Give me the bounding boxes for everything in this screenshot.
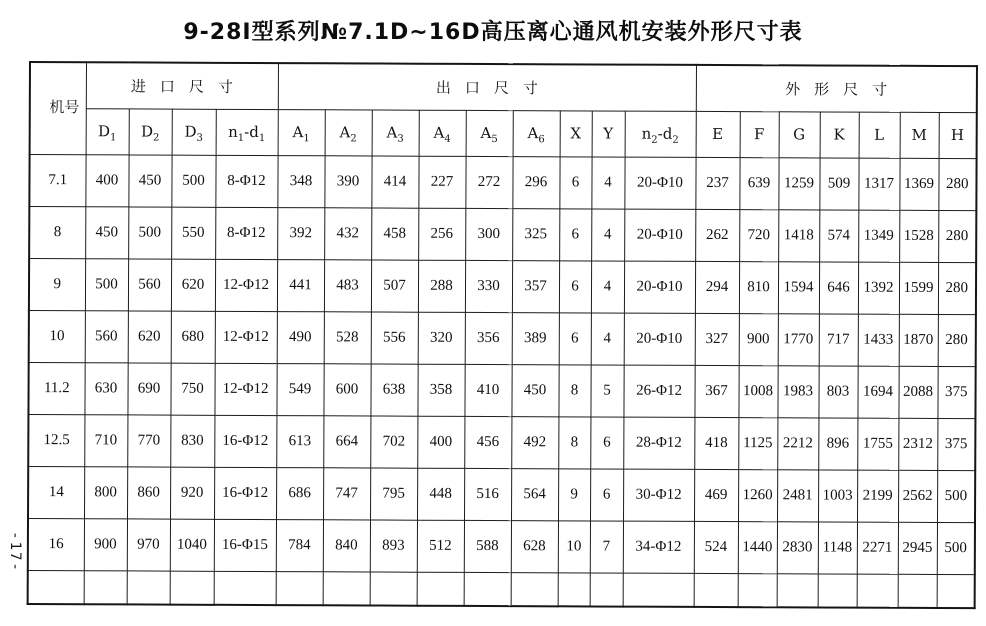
table-cell: 288 <box>418 260 465 312</box>
column-header-a4: $A_4$ <box>419 110 466 156</box>
empty-cell <box>818 573 857 607</box>
table-cell: 358 <box>417 364 464 416</box>
table-cell: 720 <box>739 209 778 261</box>
table-cell: 588 <box>464 520 511 572</box>
table-cell: 26-Φ12 <box>623 365 694 417</box>
model-header-label: 机号 <box>49 100 80 117</box>
table-cell: 490 <box>277 311 324 363</box>
table-cell: 1125 <box>738 417 777 469</box>
table-cell: 1349 <box>858 210 899 262</box>
table-cell: 900 <box>739 313 778 365</box>
table-cell: 375 <box>937 418 975 470</box>
table-cell: 500 <box>171 155 215 207</box>
model-number-cell: 9 <box>29 258 85 310</box>
table-cell: 750 <box>170 363 214 415</box>
table-cell: 8 <box>558 416 590 468</box>
table-cell: 390 <box>324 155 371 207</box>
table-cell: 646 <box>819 261 858 313</box>
table-cell: 8 <box>558 364 590 416</box>
empty-cell <box>28 570 84 604</box>
table-cell: 7 <box>590 520 623 572</box>
table-cell: 784 <box>276 519 323 571</box>
table-cell: 20-Φ10 <box>624 157 695 209</box>
table-cell: 272 <box>465 156 512 208</box>
table-cell: 1440 <box>738 521 777 573</box>
column-header-a3: $A_3$ <box>372 109 419 155</box>
table-cell: 6 <box>559 208 591 260</box>
column-header-d1: $D_1$ <box>86 108 129 154</box>
column-header-e: E <box>696 111 740 157</box>
table-cell: 4 <box>591 260 624 312</box>
table-cell: 1148 <box>818 521 857 573</box>
column-header-d2: $D_2$ <box>129 108 172 154</box>
column-header-y: Y <box>592 110 625 156</box>
table-cell: 560 <box>85 310 128 362</box>
table-cell: 770 <box>127 414 170 466</box>
empty-cell <box>777 573 818 607</box>
table-cell: 500 <box>128 206 171 258</box>
table-row-model-12.5 <box>28 414 975 470</box>
table-cell: 327 <box>695 313 739 365</box>
table-cell: 686 <box>276 467 323 519</box>
table-cell: 4 <box>591 312 624 364</box>
table-cell: 4 <box>591 208 624 260</box>
group-header-inlet-dimensions: 进口尺寸 <box>86 62 278 109</box>
table-cell: 1594 <box>778 261 819 313</box>
table-cell: 256 <box>418 208 465 260</box>
table-cell: 702 <box>370 415 417 467</box>
table-cell: 432 <box>324 207 371 259</box>
table-cell: 639 <box>739 157 778 209</box>
table-cell: 1983 <box>777 365 818 417</box>
table-cell: 1528 <box>899 210 938 262</box>
table-cell: 300 <box>465 208 512 260</box>
column-header-n1-d1: $n_1-d_1$ <box>216 109 278 155</box>
group-header-overall-dimensions: 外形尺寸 <box>696 65 977 112</box>
table-cell: 500 <box>937 470 975 522</box>
table-cell: 16-Φ12 <box>214 415 276 467</box>
table-cell: 414 <box>371 155 418 207</box>
table-cell: 16-Φ15 <box>214 519 276 571</box>
table-cell: 1260 <box>738 469 777 521</box>
table-cell: 664 <box>323 415 370 467</box>
table-cell: 456 <box>464 416 511 468</box>
table-cell: 1392 <box>858 262 899 314</box>
model-number-cell: 7.1 <box>29 154 85 206</box>
table-cell: 280 <box>938 314 976 366</box>
table-cell: 638 <box>370 363 417 415</box>
table-cell: 483 <box>324 259 371 311</box>
empty-cell <box>127 570 170 604</box>
table-cell: 507 <box>371 259 418 311</box>
empty-cell <box>170 571 214 605</box>
model-number-cell: 14 <box>28 466 84 518</box>
empty-cell <box>857 574 898 608</box>
table-cell: 620 <box>128 310 171 362</box>
table-cell: 448 <box>417 468 464 520</box>
column-header-a6: $A_6$ <box>513 110 560 156</box>
column-header-g: G <box>779 111 820 157</box>
table-cell: 8-Φ12 <box>215 155 277 207</box>
table-cell: 9 <box>558 468 590 520</box>
table-cell: 2830 <box>777 521 818 573</box>
table-cell: 803 <box>818 365 857 417</box>
table-cell: 500 <box>85 258 128 310</box>
table-cell: 564 <box>511 468 558 520</box>
table-row-model-8 <box>29 206 976 262</box>
column-header-k: K <box>820 111 859 157</box>
table-cell: 325 <box>512 208 559 260</box>
table-cell: 30-Φ12 <box>623 469 694 521</box>
empty-cell <box>370 571 417 605</box>
table-row-model-14 <box>28 466 975 522</box>
table-cell: 1040 <box>170 519 214 571</box>
table-cell: 2271 <box>857 522 898 574</box>
table-row-model-11.2 <box>28 362 975 418</box>
table-cell: 367 <box>694 365 738 417</box>
model-number-cell: 11.2 <box>28 362 84 414</box>
table-cell: 6 <box>559 312 591 364</box>
page-title: 9-28Ⅰ型系列№7.1D~16D高压离心通风机安装外形尺寸表 <box>183 20 803 45</box>
table-cell: 6 <box>559 260 591 312</box>
table-cell: 400 <box>417 416 464 468</box>
table-cell: 747 <box>323 467 370 519</box>
table-cell: 237 <box>695 157 739 209</box>
table-cell: 613 <box>276 415 323 467</box>
table-cell: 1003 <box>818 469 857 521</box>
empty-cell <box>558 572 590 606</box>
empty-cell <box>464 572 511 606</box>
table-cell: 294 <box>695 261 739 313</box>
table-cell: 1433 <box>858 314 899 366</box>
table-cell: 1008 <box>738 365 777 417</box>
table-cell: 800 <box>84 466 127 518</box>
table-cell: 860 <box>127 466 170 518</box>
table-cell: 441 <box>277 259 324 311</box>
table-cell: 2945 <box>898 522 937 574</box>
model-number-cell: 12.5 <box>28 414 84 466</box>
column-header-d3: $D_3$ <box>172 109 216 155</box>
table-cell: 2212 <box>777 417 818 469</box>
table-cell: 516 <box>464 468 511 520</box>
table-row-model-16 <box>28 518 975 574</box>
table-cell: 810 <box>739 261 778 313</box>
table-cell: 2088 <box>898 366 937 418</box>
table-cell: 320 <box>418 312 465 364</box>
table-cell: 2199 <box>857 470 898 522</box>
table-cell: 630 <box>84 362 127 414</box>
table-row-model-7.1 <box>29 154 976 210</box>
column-header-m: M <box>900 112 939 158</box>
table-cell: 6 <box>590 468 623 520</box>
table-cell: 500 <box>937 522 975 574</box>
table-cell: 840 <box>323 519 370 571</box>
table-cell: 6 <box>559 156 591 208</box>
table-cell: 330 <box>465 260 512 312</box>
column-header-n2-d2: $n_2-d_2$ <box>625 111 696 157</box>
table-cell: 600 <box>323 363 370 415</box>
column-header-l: L <box>859 112 900 158</box>
table-cell: 512 <box>417 520 464 572</box>
table-cell: 1369 <box>899 158 938 210</box>
table-cell: 450 <box>511 364 558 416</box>
empty-cell <box>511 572 558 606</box>
table-cell: 549 <box>276 363 323 415</box>
table-cell: 2312 <box>898 418 937 470</box>
table-cell: 1770 <box>778 313 819 365</box>
empty-cell <box>623 573 694 607</box>
table-cell: 920 <box>170 467 214 519</box>
group-header-row <box>30 62 977 112</box>
table-cell: 4 <box>591 156 624 208</box>
empty-cell <box>937 574 975 608</box>
table-cell: 1755 <box>857 418 898 470</box>
empty-cell <box>214 571 276 605</box>
empty-spacer-row <box>28 570 975 608</box>
table-cell: 628 <box>511 520 558 572</box>
column-header-a2: $A_2$ <box>325 109 372 155</box>
page-number: -17- <box>7 531 23 573</box>
table-cell: 34-Φ12 <box>623 521 694 573</box>
table-cell: 795 <box>370 467 417 519</box>
table-cell: 556 <box>371 311 418 363</box>
column-header-a5: $A_5$ <box>466 110 513 156</box>
empty-cell <box>323 571 370 605</box>
table-cell: 1694 <box>857 366 898 418</box>
table-cell: 2562 <box>898 470 937 522</box>
table-cell: 680 <box>171 311 215 363</box>
table-cell: 356 <box>465 312 512 364</box>
table-cell: 900 <box>84 518 127 570</box>
table-cell: 280 <box>938 158 976 210</box>
empty-cell <box>738 573 777 607</box>
table-cell: 8-Φ12 <box>215 207 277 259</box>
table-cell: 280 <box>938 210 976 262</box>
table-cell: 20-Φ10 <box>624 261 695 313</box>
table-cell: 710 <box>84 414 127 466</box>
table-cell: 690 <box>127 362 170 414</box>
table-cell: 6 <box>590 416 623 468</box>
model-number-cell: 10 <box>29 310 85 362</box>
table-cell: 348 <box>277 155 324 207</box>
symbol-header-row <box>30 108 977 158</box>
table-cell: 492 <box>511 416 558 468</box>
table-row-model-10 <box>29 310 976 366</box>
column-header-model <box>30 62 86 154</box>
table-cell: 524 <box>694 521 738 573</box>
group-header-outlet-dimensions: 出口尺寸 <box>278 63 696 111</box>
table-cell: 262 <box>695 209 739 261</box>
table-cell: 893 <box>370 519 417 571</box>
table-cell: 418 <box>694 417 738 469</box>
table-cell: 620 <box>171 259 215 311</box>
table-cell: 717 <box>819 313 858 365</box>
table-cell: 5 <box>590 364 623 416</box>
table-cell: 296 <box>512 156 559 208</box>
table-cell: 1317 <box>858 158 899 210</box>
column-header-h: H <box>939 112 977 158</box>
table-cell: 469 <box>694 469 738 521</box>
table-cell: 375 <box>937 366 975 418</box>
table-cell: 28-Φ12 <box>623 417 694 469</box>
column-header-f: F <box>740 111 779 157</box>
table-cell: 227 <box>418 156 465 208</box>
model-number-cell: 16 <box>28 518 84 570</box>
empty-cell <box>590 572 623 606</box>
table-cell: 830 <box>170 415 214 467</box>
table-cell: 20-Φ10 <box>624 209 695 261</box>
table-cell: 528 <box>324 311 371 363</box>
table-cell: 389 <box>512 312 559 364</box>
table-cell: 1418 <box>778 209 819 261</box>
table-cell: 12-Φ12 <box>214 363 276 415</box>
empty-cell <box>84 570 127 604</box>
empty-cell <box>898 574 937 608</box>
table-cell: 896 <box>818 417 857 469</box>
table-cell: 560 <box>128 258 171 310</box>
table-cell: 410 <box>464 364 511 416</box>
table-cell: 1599 <box>899 262 938 314</box>
table-cell: 2481 <box>777 469 818 521</box>
model-number-cell: 8 <box>29 206 85 258</box>
table-row-model-9 <box>29 258 976 314</box>
table-cell: 458 <box>371 207 418 259</box>
table-cell: 16-Φ12 <box>214 467 276 519</box>
table-cell: 509 <box>819 157 858 209</box>
column-header-a1: $A_1$ <box>278 109 325 155</box>
empty-cell <box>417 572 464 606</box>
table-cell: 550 <box>171 207 215 259</box>
table-cell: 20-Φ10 <box>624 313 695 365</box>
table-cell: 12-Φ12 <box>215 311 277 363</box>
table-cell: 10 <box>558 520 590 572</box>
table-cell: 392 <box>277 207 324 259</box>
table-cell: 450 <box>128 154 171 206</box>
table-cell: 357 <box>512 260 559 312</box>
fan-dimension-table <box>27 61 978 609</box>
table-cell: 970 <box>127 518 170 570</box>
table-cell: 280 <box>938 262 976 314</box>
table-cell: 450 <box>85 206 128 258</box>
table-cell: 12-Φ12 <box>215 259 277 311</box>
table-cell: 400 <box>85 154 128 206</box>
empty-cell <box>276 571 323 605</box>
table-cell: 1259 <box>778 157 819 209</box>
table-cell: 574 <box>819 209 858 261</box>
empty-cell <box>694 573 738 607</box>
table-cell: 1870 <box>899 314 938 366</box>
column-header-x: X <box>560 110 592 156</box>
